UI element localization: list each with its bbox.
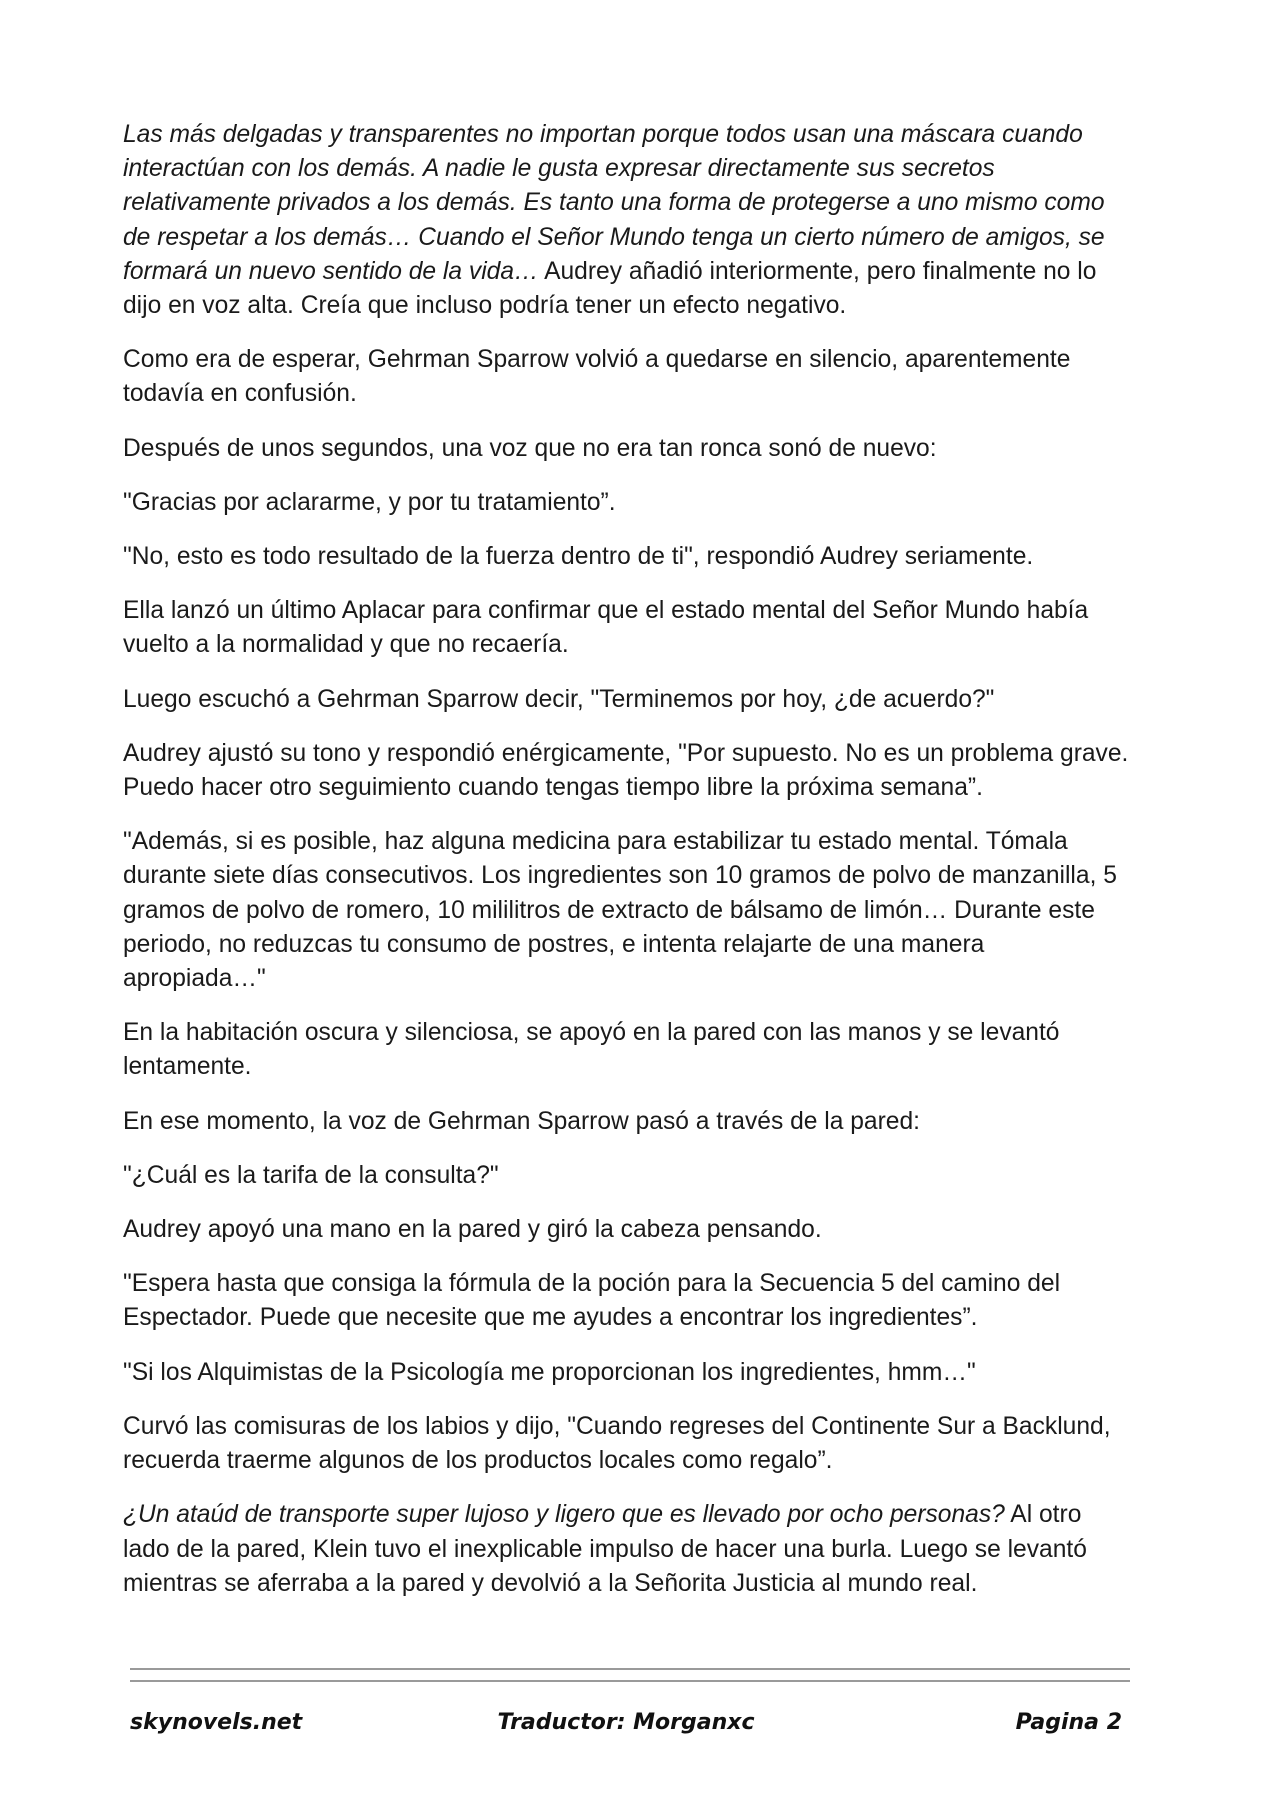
paragraph-3 bbox=[123, 432, 1133, 466]
footer-rule-top bbox=[130, 1668, 1130, 1670]
paragraph-13 bbox=[123, 1213, 1133, 1247]
paragraph-11 bbox=[123, 1105, 1133, 1139]
page-footer bbox=[130, 1710, 1122, 1750]
paragraph-8-text: Audrey ajustó su tono y respondió enérgicamente, "Por supuesto. No es un problema grave. Puedo hacer otro seguimiento cuando tengas tiempo libre la próxima semana”. bbox=[123, 739, 1129, 802]
paragraph-1-text: Audrey añadió interiormente, pero finalmente no lo dijo en voz alta. Creía que incluso podría tener un efecto negativo. bbox=[123, 257, 1097, 320]
paragraph-7 bbox=[123, 683, 1133, 717]
paragraph-14-text: "Espera hasta que consiga la fórmula de la poción para la Secuencia 5 del camino del Espectador. Puede que necesite que me ayudes a encontrar los ingredientes”. bbox=[123, 1270, 1061, 1332]
paragraph-9-text: "Además, si es posible, haz alguna medicina para estabilizar tu estado mental. Tómala durante siete días consecutivos. Los ingredientes son 10 gramos de polvo de manzanilla, 5 gramos de polvo de romero, 10 mililitros de extracto de bálsamo de limón… Durante este periodo, no reduzcas tu consumo de postres, e intenta relajarte de una manera apropiada…" bbox=[123, 828, 1117, 993]
paragraph-12 bbox=[123, 1159, 1133, 1193]
paragraph-4-text: "Gracias por aclararme, y por tu tratamiento”. bbox=[123, 488, 616, 516]
paragraph-4 bbox=[123, 486, 1133, 520]
paragraph-2 bbox=[123, 343, 1133, 411]
paragraph-5 bbox=[123, 540, 1133, 574]
footer-translator: Traductor: Morganxc bbox=[497, 1710, 755, 1735]
paragraph-2-text: Como era de esperar, Gehrman Sparrow volvió a quedarse en silencio, aparentemente todavía en confusión. bbox=[123, 346, 1071, 408]
document-body bbox=[123, 118, 1133, 1621]
paragraph-15 bbox=[123, 1356, 1133, 1390]
paragraph-11-text: En ese momento, la voz de Gehrman Sparrow pasó a través de la pared: bbox=[123, 1107, 920, 1135]
footer-page-number: Pagina 2 bbox=[1015, 1710, 1122, 1735]
paragraph-1 bbox=[123, 118, 1133, 323]
paragraph-14 bbox=[123, 1267, 1133, 1335]
paragraph-13-text: Audrey apoyó una mano en la pared y giró la cabeza pensando. bbox=[123, 1216, 822, 1244]
paragraph-16 bbox=[123, 1410, 1133, 1478]
paragraph-5-text: "No, esto es todo resultado de la fuerza dentro de ti", respondió Audrey seriamente. bbox=[123, 543, 1034, 571]
paragraph-10-text: En la habitación oscura y silenciosa, se apoyó en la pared con las manos y se levantó lentamente. bbox=[123, 1019, 1060, 1081]
footer-site: skynovels.net bbox=[130, 1710, 303, 1735]
paragraph-10 bbox=[123, 1016, 1133, 1084]
paragraph-9 bbox=[123, 825, 1133, 996]
paragraph-17-text: Al otro lado de la pared, Klein tuvo el inexplicable impulso de hacer una burla. Luego se levantó mientras se aferraba a la pared y devolvió a la Señorita Justicia al mundo real. bbox=[123, 1501, 1087, 1597]
paragraph-6 bbox=[123, 594, 1133, 662]
paragraph-1-italic: Las más delgadas y transparentes no importan porque todos usan una máscara cuando interactúan con los demás. A nadie le gusta expresar directamente sus secretos relativamente privados a los demás. Es tanto una forma de protegerse a uno mismo como de respetar a los demás… Cuando el Señor Mundo tenga un cierto número de amigos, se formará un nuevo sentido de la vida… bbox=[123, 121, 1105, 285]
footer-rule-bottom bbox=[130, 1680, 1130, 1682]
paragraph-8 bbox=[123, 737, 1133, 805]
paragraph-6-text: Ella lanzó un último Aplacar para confirmar que el estado mental del Señor Mundo había vuelto a la normalidad y que no recaería. bbox=[123, 597, 1089, 659]
paragraph-7-text: Luego escuchó a Gehrman Sparrow decir, "Terminemos por hoy, ¿de acuerdo?" bbox=[123, 685, 995, 713]
paragraph-17-italic: ¿Un ataúd de transporte super lujoso y ligero que es llevado por ocho personas? bbox=[123, 1501, 1005, 1529]
paragraph-3-text: Después de unos segundos, una voz que no era tan ronca sonó de nuevo: bbox=[123, 434, 937, 462]
paragraph-17 bbox=[123, 1498, 1133, 1601]
paragraph-15-text: "Si los Alquimistas de la Psicología me proporcionan los ingredientes, hmm…" bbox=[123, 1358, 976, 1386]
paragraph-12-text: "¿Cuál es la tarifa de la consulta?" bbox=[123, 1161, 499, 1189]
paragraph-16-text: Curvó las comisuras de los labios y dijo, "Cuando regreses del Continente Sur a Backlund, recuerda traerme algunos de los productos locales como regalo”. bbox=[123, 1412, 1111, 1475]
